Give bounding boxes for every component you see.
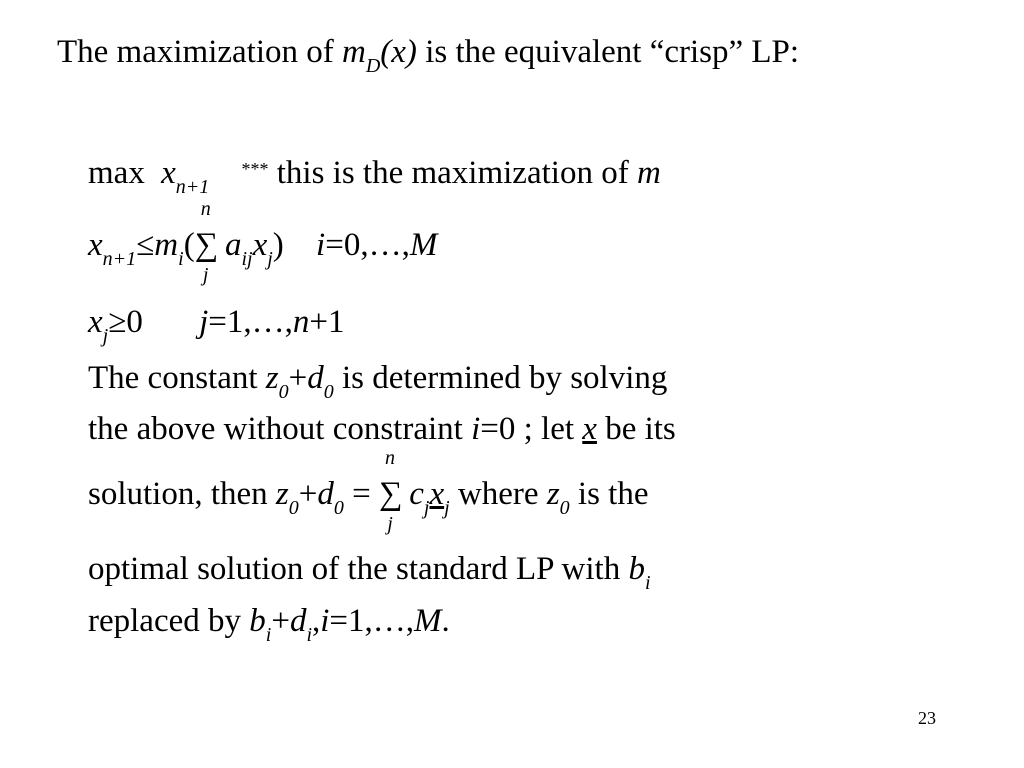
paragraph-3-z2-sub: 0 <box>559 497 570 519</box>
paragraph-2-i: i <box>471 411 481 447</box>
constraint-2-range-end: n <box>292 304 310 340</box>
paragraph-1-z-sub: 0 <box>278 381 289 403</box>
paragraph-3-suffix: is the <box>569 476 649 512</box>
constraint-1-operator: ≤ <box>136 227 155 263</box>
paragraph-3-d: d <box>317 476 334 512</box>
constraint-1-func-sub: i <box>178 248 184 270</box>
paragraph-3-c-sub: j <box>423 497 430 519</box>
constraint-1-index: i <box>316 227 326 263</box>
paragraph-5 <box>88 599 450 647</box>
constraint-1-open-paren: ( <box>183 227 195 263</box>
constraint-2-index: j <box>199 304 209 340</box>
paragraph-5-d: d <box>289 603 307 639</box>
paragraph-1-prefix: The constant <box>88 360 266 396</box>
paragraph-1-suffix: is determined by solving <box>333 360 668 396</box>
paragraph-5-prefix: replaced by <box>88 603 250 639</box>
paragraph-5-i: i <box>320 603 330 639</box>
paragraph-3-x-sub: j <box>444 497 450 519</box>
paragraph-3-z: z <box>275 476 289 512</box>
paragraph-5-d-sub: i <box>306 624 312 646</box>
paragraph-3-c: c <box>409 476 424 512</box>
heading-x-arg: (x) <box>380 34 417 70</box>
constraint-2-var-sub: j <box>102 325 109 347</box>
paragraph-3-equals: = <box>343 476 380 512</box>
constraint-1-line <box>88 198 438 286</box>
constraint-1-left-sub: n+1 <box>102 248 137 270</box>
paragraph-4-b: b <box>628 551 645 587</box>
paragraph-1-d-sub: 0 <box>323 381 334 403</box>
paragraph-1-z: z <box>265 360 279 396</box>
constraint-1-func: m <box>154 227 179 263</box>
paragraph-2-prefix: the above without constraint <box>88 411 472 447</box>
objective-subscript: n+1 <box>175 176 210 198</box>
constraint-2-line <box>88 300 345 348</box>
paragraph-2-x-under: x <box>582 411 597 447</box>
constraint-2-range: =1,…, <box>208 304 293 340</box>
constraint-1-var-sub: j <box>267 248 273 270</box>
paragraph-1-d: d <box>307 360 324 396</box>
heading-m-subscript: D <box>365 55 381 77</box>
paragraph-2-middle: ; let <box>515 411 583 447</box>
paragraph-3-plus: + <box>298 476 318 512</box>
paragraph-5-b: b <box>249 603 266 639</box>
paragraph-4-text: optimal solution of the standard LP with <box>88 551 629 587</box>
paragraph-1 <box>88 356 667 404</box>
objective-comment: this is the maximization of <box>276 155 629 191</box>
constraint-1-range: =0,…, <box>325 227 410 263</box>
heading-m-symbol: m <box>342 34 366 70</box>
constraint-1-sum-bottom: j <box>202 264 209 286</box>
constraint-1-range-end: M <box>409 227 438 263</box>
objective-variable: x <box>161 155 176 191</box>
constraint-2-range-tail: +1 <box>309 304 345 340</box>
paragraph-5-b-sub: i <box>265 624 272 646</box>
objective-comment-symbol: m <box>636 155 661 191</box>
paragraph-3-z-sub: 0 <box>288 497 299 519</box>
constraint-2-operator: ≥0 <box>108 304 143 340</box>
paragraph-1-plus: + <box>288 360 308 396</box>
paragraph-5-plus: + <box>271 603 290 639</box>
paragraph-5-range: =1,…, <box>329 603 415 639</box>
paragraph-4 <box>88 547 651 595</box>
constraint-1-left-var: x <box>88 227 103 263</box>
objective-keyword: max <box>88 155 145 191</box>
constraint-1-coef-sub: ij <box>241 248 253 270</box>
slide-heading <box>57 30 799 78</box>
paragraph-3-sum-bottom: j <box>387 513 393 535</box>
paragraph-3-d-sub: 0 <box>333 497 344 519</box>
paragraph-4-b-sub: i <box>644 572 651 594</box>
constraint-1-sum-top: n <box>200 198 211 220</box>
heading-prefix: The maximization of <box>57 34 342 70</box>
objective-marker: *** <box>241 159 269 179</box>
paragraph-3-middle: where <box>449 476 547 512</box>
paragraph-5-range-end: M <box>414 603 442 639</box>
summation-icon: ∑ <box>194 227 219 263</box>
paragraph-2-condition: =0 <box>480 411 516 447</box>
paragraph-3-sum <box>379 447 403 535</box>
heading-suffix: is the equivalent “crisp” LP: <box>416 34 800 70</box>
paragraph-3-prefix: solution, then <box>88 476 276 512</box>
constraint-2-var: x <box>88 304 103 340</box>
paragraph-3-x: x <box>429 476 445 512</box>
paragraph-3-z2: z <box>546 476 560 512</box>
paragraph-2-suffix: be its <box>596 411 676 447</box>
objective-line <box>88 151 661 199</box>
constraint-1-sum <box>194 198 219 286</box>
paragraph-5-comma: , <box>312 603 321 639</box>
summation-icon: ∑ <box>379 476 403 512</box>
page-number: 23 <box>918 708 936 728</box>
constraint-1-close-paren: ) <box>272 227 284 263</box>
constraint-1-var: x <box>252 227 268 263</box>
paragraph-3-sum-top: n <box>385 447 396 469</box>
constraint-1-coef: a <box>224 227 242 263</box>
paragraph-5-suffix: . <box>441 603 450 639</box>
paragraph-2 <box>88 407 676 451</box>
paragraph-3 <box>88 447 649 535</box>
